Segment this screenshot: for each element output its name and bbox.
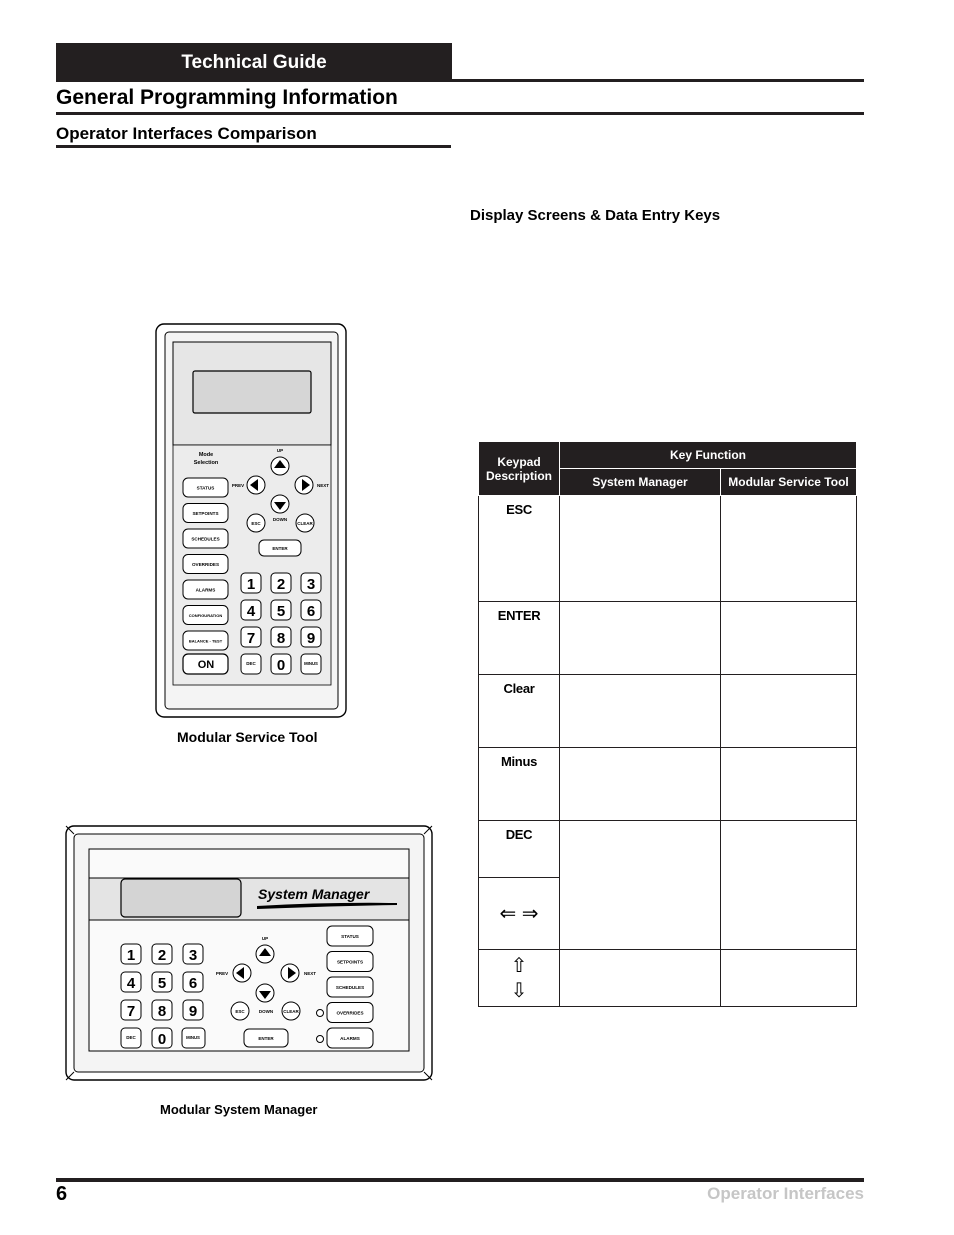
esc-mst-cell bbox=[721, 496, 857, 602]
enter-mst-cell bbox=[721, 602, 857, 675]
page-number: 6 bbox=[56, 1183, 68, 1205]
digit-label: 9 bbox=[306, 630, 316, 647]
mode-button-label: BALANCE - TEST bbox=[188, 638, 223, 644]
digit-label: 1 bbox=[246, 576, 256, 593]
display-keys-heading: Display Screens & Data Entry Keys bbox=[470, 207, 721, 224]
down-label: DOWN bbox=[272, 517, 288, 522]
minus-label: MINUS bbox=[304, 661, 318, 666]
section-rule bbox=[56, 112, 864, 115]
sm-minus-label: MINUS bbox=[186, 1035, 200, 1040]
msm-caption: Modular System Manager bbox=[160, 1102, 318, 1117]
row-dec: DEC bbox=[479, 821, 560, 878]
mode-button-label: ALARMS bbox=[195, 587, 216, 593]
sm-mode-button-label: STATUS bbox=[341, 934, 359, 939]
left-right-arrows-icon: ⇐ ⇒ bbox=[479, 878, 560, 950]
updown-mst-cell bbox=[721, 950, 857, 1007]
digit-label: 2 bbox=[276, 576, 286, 593]
sm-esc-label: ESC bbox=[235, 1009, 245, 1014]
mode-button-label: STATUS bbox=[196, 485, 215, 491]
overrides-led-icon bbox=[317, 1010, 324, 1017]
mode-label: Mode bbox=[198, 452, 214, 458]
alarms-led-icon bbox=[317, 1036, 324, 1043]
selection-label: Selection bbox=[193, 460, 219, 466]
sm-mode-button-label: SCHEDULES bbox=[335, 985, 365, 990]
digit-label: 4 bbox=[246, 603, 256, 620]
digit-label: 7 bbox=[246, 630, 256, 647]
dec-sm-cell bbox=[560, 821, 721, 950]
digit-label: 5 bbox=[276, 603, 286, 620]
esc-sm-cell bbox=[560, 496, 721, 602]
dec-label: DEC bbox=[246, 661, 256, 666]
digit-label: 6 bbox=[306, 603, 316, 620]
header-rule bbox=[56, 79, 864, 82]
sm-next-label: NEXT bbox=[303, 971, 317, 976]
clear-mst-cell bbox=[721, 675, 857, 748]
key-function-table bbox=[478, 441, 857, 1007]
system-manager-brand: System Manager bbox=[258, 886, 370, 902]
sm-mode-button-label: SETPOINTS bbox=[336, 959, 364, 965]
sm-digit-label: 5 bbox=[157, 975, 167, 992]
sm-digit-label: 9 bbox=[188, 1003, 198, 1020]
sm-digit-label: 3 bbox=[188, 947, 198, 964]
keypad-description-header: Keypad Description bbox=[479, 442, 560, 496]
sm-digit-label: 7 bbox=[126, 1003, 136, 1020]
digit-label: 8 bbox=[276, 630, 286, 647]
system-manager-illustration bbox=[62, 822, 436, 1084]
next-label: NEXT bbox=[316, 483, 330, 488]
digit-label: 3 bbox=[306, 576, 316, 593]
mode-button-label: SETPOINTS bbox=[192, 511, 219, 516]
clear-label: CLEAR bbox=[297, 521, 313, 526]
minus-mst-cell bbox=[721, 748, 857, 821]
enter-label: ENTER bbox=[272, 546, 288, 551]
system-manager-header: System Manager bbox=[560, 469, 721, 496]
zero-label: 0 bbox=[276, 657, 286, 674]
subsection-rule bbox=[56, 145, 451, 148]
up-down-arrows-icon bbox=[479, 950, 560, 1007]
minus-sm-cell bbox=[560, 748, 721, 821]
sm-digit-label: 6 bbox=[188, 975, 198, 992]
down-hollow-arrow: ⇩ bbox=[510, 980, 528, 1002]
technical-guide-banner: Technical Guide bbox=[56, 43, 452, 80]
row-clear: Clear bbox=[479, 675, 560, 748]
row-minus: Minus bbox=[479, 748, 560, 821]
section-title: General Programming Information bbox=[56, 86, 398, 109]
sm-dec-label: DEC bbox=[126, 1035, 136, 1040]
sm-clear-label: CLEAR bbox=[283, 1009, 299, 1014]
mst-caption: Modular Service Tool bbox=[177, 729, 318, 745]
dec-mst-cell bbox=[721, 821, 857, 950]
sm-mode-button-label: ALARMS bbox=[340, 1036, 360, 1041]
sm-digit-label: 8 bbox=[157, 1003, 167, 1020]
on-label: ON bbox=[197, 659, 215, 671]
esc-label: ESC bbox=[251, 521, 261, 526]
subsection-title: Operator Interfaces Comparison bbox=[56, 124, 317, 143]
updown-sm-cell bbox=[560, 950, 721, 1007]
mode-button-label: SCHEDULES bbox=[191, 536, 220, 542]
up-label: UP bbox=[276, 448, 284, 453]
row-esc: ESC bbox=[479, 496, 560, 602]
sm-zero-label: 0 bbox=[157, 1031, 167, 1048]
up-hollow-arrow: ⇧ bbox=[510, 955, 528, 977]
modular-service-tool-illustration bbox=[150, 318, 360, 724]
clear-sm-cell bbox=[560, 675, 721, 748]
enter-sm-cell bbox=[560, 602, 721, 675]
mode-button-label: CONFIGURATION bbox=[188, 613, 223, 618]
mode-button-label: OVERRIDES bbox=[191, 562, 220, 567]
footer-section-name: Operator Interfaces bbox=[707, 1184, 864, 1203]
sm-enter-label: ENTER bbox=[258, 1036, 274, 1041]
sm-down-label: DOWN bbox=[258, 1009, 274, 1014]
sm-up-label: UP bbox=[261, 936, 269, 941]
prev-label: PREV bbox=[231, 483, 245, 488]
sm-prev-label: PREV bbox=[215, 971, 229, 976]
sm-digit-label: 2 bbox=[157, 947, 167, 964]
row-enter: ENTER bbox=[479, 602, 560, 675]
mst-header: Modular Service Tool bbox=[721, 469, 857, 496]
sm-digit-label: 1 bbox=[126, 947, 136, 964]
key-function-header: Key Function bbox=[560, 442, 857, 469]
sm-digit-label: 4 bbox=[126, 975, 136, 992]
footer-rule bbox=[56, 1178, 864, 1182]
sm-mode-button-label: OVERRIDES bbox=[336, 1010, 364, 1016]
